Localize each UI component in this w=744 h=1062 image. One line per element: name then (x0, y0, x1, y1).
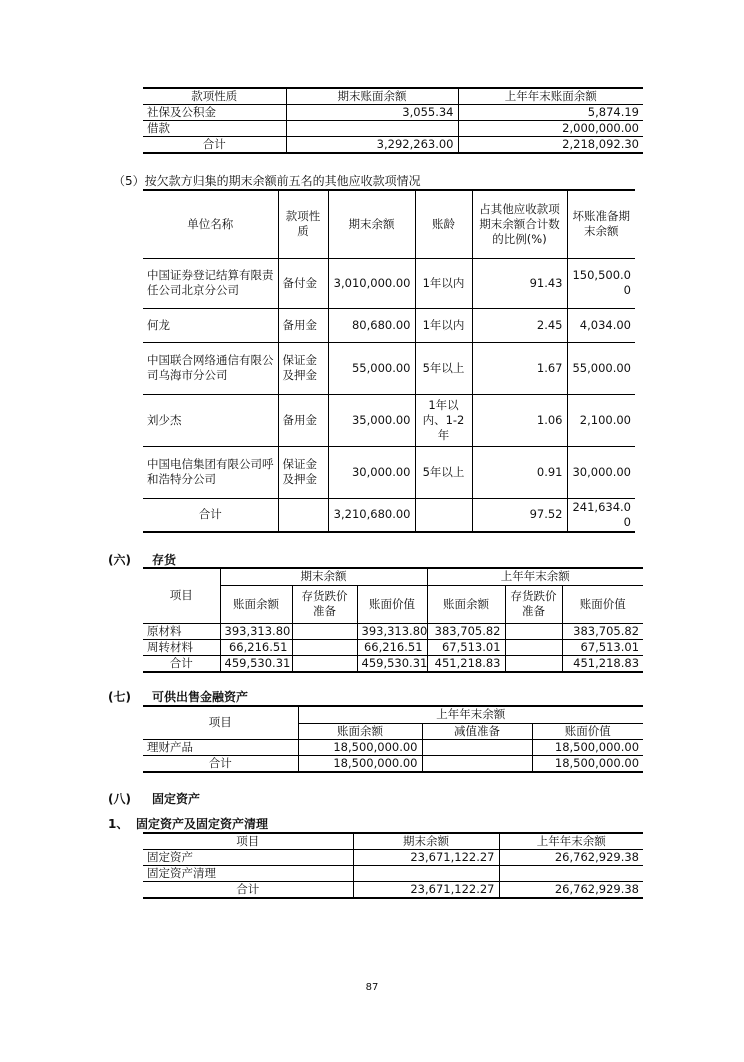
column-header: 款项性质 (191, 89, 238, 103)
cell: 18,500,000.00 (532, 755, 643, 772)
cell: 备付金 (278, 258, 328, 308)
cell: 383,705.82 (562, 623, 643, 639)
table-row (143, 446, 635, 498)
cell: 35,000.00 (328, 394, 415, 446)
table-row (143, 121, 643, 137)
cell: 2,218,092.30 (458, 137, 643, 154)
cell: 5年以上 (415, 446, 472, 498)
cell: 3,292,263.00 (286, 137, 458, 154)
table-row (143, 394, 635, 446)
cell: 5,874.19 (458, 105, 643, 121)
cell: 合计 (202, 137, 226, 151)
section-caption: （5）按欠款方归集的期末余额前五名的其他应收款项情况 (113, 174, 421, 188)
cell: 1年以内 (415, 258, 472, 308)
fixed-assets-table (143, 832, 643, 899)
cell (422, 739, 532, 755)
column-header: 账面价值 (562, 585, 643, 623)
cell: 55,000.00 (328, 342, 415, 394)
cell (505, 623, 562, 639)
section-number: (八) (108, 792, 131, 806)
cell: 30,000.00 (328, 446, 415, 498)
cell: 5年以上 (415, 342, 472, 394)
column-header: 存货跌价准备 (292, 585, 357, 623)
cell: 67,513.01 (427, 639, 505, 655)
cell: 26,762,929.38 (499, 882, 643, 899)
column-header: 单位名称 (187, 216, 234, 231)
column-header: 期末余额 (353, 833, 499, 850)
table-header-row (143, 568, 643, 585)
table-header-row (143, 833, 643, 850)
section-heading (108, 551, 176, 568)
column-header: 账面价值 (532, 723, 643, 739)
cell: 150,500.00 (567, 258, 635, 308)
section-number: (七) (108, 690, 131, 704)
cell: 2.45 (472, 308, 567, 342)
cell (292, 623, 357, 639)
column-header: 减值准备 (422, 723, 532, 739)
cell: 理财产品 (147, 739, 193, 754)
cell: 社保及公积金 (147, 105, 216, 119)
table-row (143, 866, 643, 882)
section-heading (108, 790, 200, 807)
cell (278, 498, 328, 532)
cell: 3,210,680.00 (328, 498, 415, 532)
cell: 66,216.51 (220, 639, 292, 655)
table-header-row (143, 88, 643, 105)
cell: 4,034.00 (567, 308, 635, 342)
cell (499, 866, 643, 882)
column-header: 账面余额 (427, 585, 505, 623)
column-header: 项目 (236, 834, 260, 848)
column-header: 账面余额 (298, 723, 422, 739)
table-header-row (143, 190, 635, 258)
table-row (143, 739, 643, 755)
section-title: 存货 (152, 553, 177, 567)
cell: 刘少杰 (147, 412, 182, 427)
cell: 393,313.80 (357, 623, 427, 639)
column-header: 账面价值 (357, 585, 427, 623)
table-row (143, 258, 635, 308)
column-header: 款项性质 (278, 190, 328, 258)
cell: 1.06 (472, 394, 567, 446)
cell: 66,216.51 (357, 639, 427, 655)
cell: 周转材料 (147, 639, 193, 654)
cell: 459,530.31 (357, 655, 427, 672)
available-for-sale-assets-table (143, 705, 643, 773)
column-header: 项目 (143, 706, 298, 739)
cell: 合计 (198, 507, 222, 522)
table-header-row (143, 706, 643, 723)
column-header: 账面余额 (220, 585, 292, 623)
cell: 18,500,000.00 (298, 755, 422, 772)
cell: 80,680.00 (328, 308, 415, 342)
inventory-table (143, 567, 643, 673)
cell: 备用金 (278, 394, 328, 446)
column-header: 坏账准备期末余额 (567, 190, 635, 258)
subsection-number: 1、 (108, 817, 129, 831)
cell: 原材料 (147, 623, 182, 638)
cell: 451,218.83 (427, 655, 505, 672)
table-total-row (143, 882, 643, 899)
cell: 459,530.31 (220, 655, 292, 672)
cell: 固定资产 (147, 850, 193, 864)
cell: 18,500,000.00 (532, 739, 643, 755)
column-header: 项目 (143, 568, 220, 623)
cell: 91.43 (472, 258, 567, 308)
cell: 中国证券登记结算有限责任公司北京分公司 (147, 268, 274, 297)
table-total-row (143, 655, 643, 672)
page-number: 87 (365, 982, 379, 993)
column-header: 期末余额 (328, 190, 415, 258)
cell: 保证金及押金 (278, 342, 328, 394)
cell: 备用金 (278, 308, 328, 342)
table-row (143, 850, 643, 866)
cell: 合计 (208, 755, 232, 770)
cell: 2,000,000.00 (458, 121, 643, 137)
section-title: 固定资产 (152, 792, 201, 806)
table-row (143, 342, 635, 394)
other-receivables-by-nature-table (143, 87, 643, 154)
cell: 1.67 (472, 342, 567, 394)
column-group-header: 上年年末余额 (298, 706, 643, 723)
cell (292, 655, 357, 672)
cell: 中国电信集团有限公司呼和浩特分公司 (147, 457, 274, 486)
cell: 借款 (147, 121, 170, 135)
cell: 67,513.01 (562, 639, 643, 655)
cell: 何龙 (147, 317, 170, 332)
column-header: 存货跌价准备 (505, 585, 562, 623)
cell: 3,010,000.00 (328, 258, 415, 308)
cell: 3,055.34 (286, 105, 458, 121)
cell (292, 639, 357, 655)
table-total-row (143, 498, 635, 532)
table-row (143, 105, 643, 121)
subsection-title: 固定资产及固定资产清理 (136, 817, 269, 831)
cell: 18,500,000.00 (298, 739, 422, 755)
table-total-row (143, 755, 643, 772)
table-row (143, 308, 635, 342)
cell: 55,000.00 (567, 342, 635, 394)
cell: 保证金及押金 (278, 446, 328, 498)
column-header: 上年年末余额 (499, 833, 643, 850)
column-header: 占其他应收款项期末余额合计数的比例(%) (472, 190, 567, 258)
cell (505, 639, 562, 655)
table-row (143, 623, 643, 639)
cell: 30,000.00 (567, 446, 635, 498)
section-number: (六) (108, 553, 131, 567)
cell (505, 655, 562, 672)
cell: 23,671,122.27 (353, 850, 499, 866)
cell: 23,671,122.27 (353, 882, 499, 899)
section-heading (108, 688, 248, 705)
cell: 合计 (169, 655, 193, 670)
cell (422, 755, 532, 772)
cell: 26,762,929.38 (499, 850, 643, 866)
cell: 0.91 (472, 446, 567, 498)
column-header: 上年年末账面余额 (458, 88, 643, 105)
cell: 451,218.83 (562, 655, 643, 672)
cell (286, 121, 458, 137)
cell: 2,100.00 (567, 394, 635, 446)
cell: 97.52 (472, 498, 567, 532)
cell: 241,634.00 (567, 498, 635, 532)
column-header: 期末账面余额 (286, 88, 458, 105)
column-group-header: 上年年末余额 (427, 568, 643, 585)
column-header: 账龄 (415, 190, 472, 258)
cell (415, 498, 472, 532)
cell: 1年以内 (415, 308, 472, 342)
cell: 合计 (236, 882, 260, 896)
section-title: 可供出售金融资产 (152, 690, 249, 704)
top-five-receivables-table (143, 189, 635, 533)
cell: 中国联合网络通信有限公司乌海市分公司 (147, 353, 274, 382)
subsection-heading (108, 815, 268, 832)
cell (353, 866, 499, 882)
cell: 固定资产清理 (147, 866, 216, 880)
table-row (143, 639, 643, 655)
cell: 1年以内、1-2年 (415, 394, 472, 446)
column-group-header: 期末余额 (220, 568, 427, 585)
table-total-row (143, 137, 643, 154)
cell: 383,705.82 (427, 623, 505, 639)
cell: 393,313.80 (220, 623, 292, 639)
